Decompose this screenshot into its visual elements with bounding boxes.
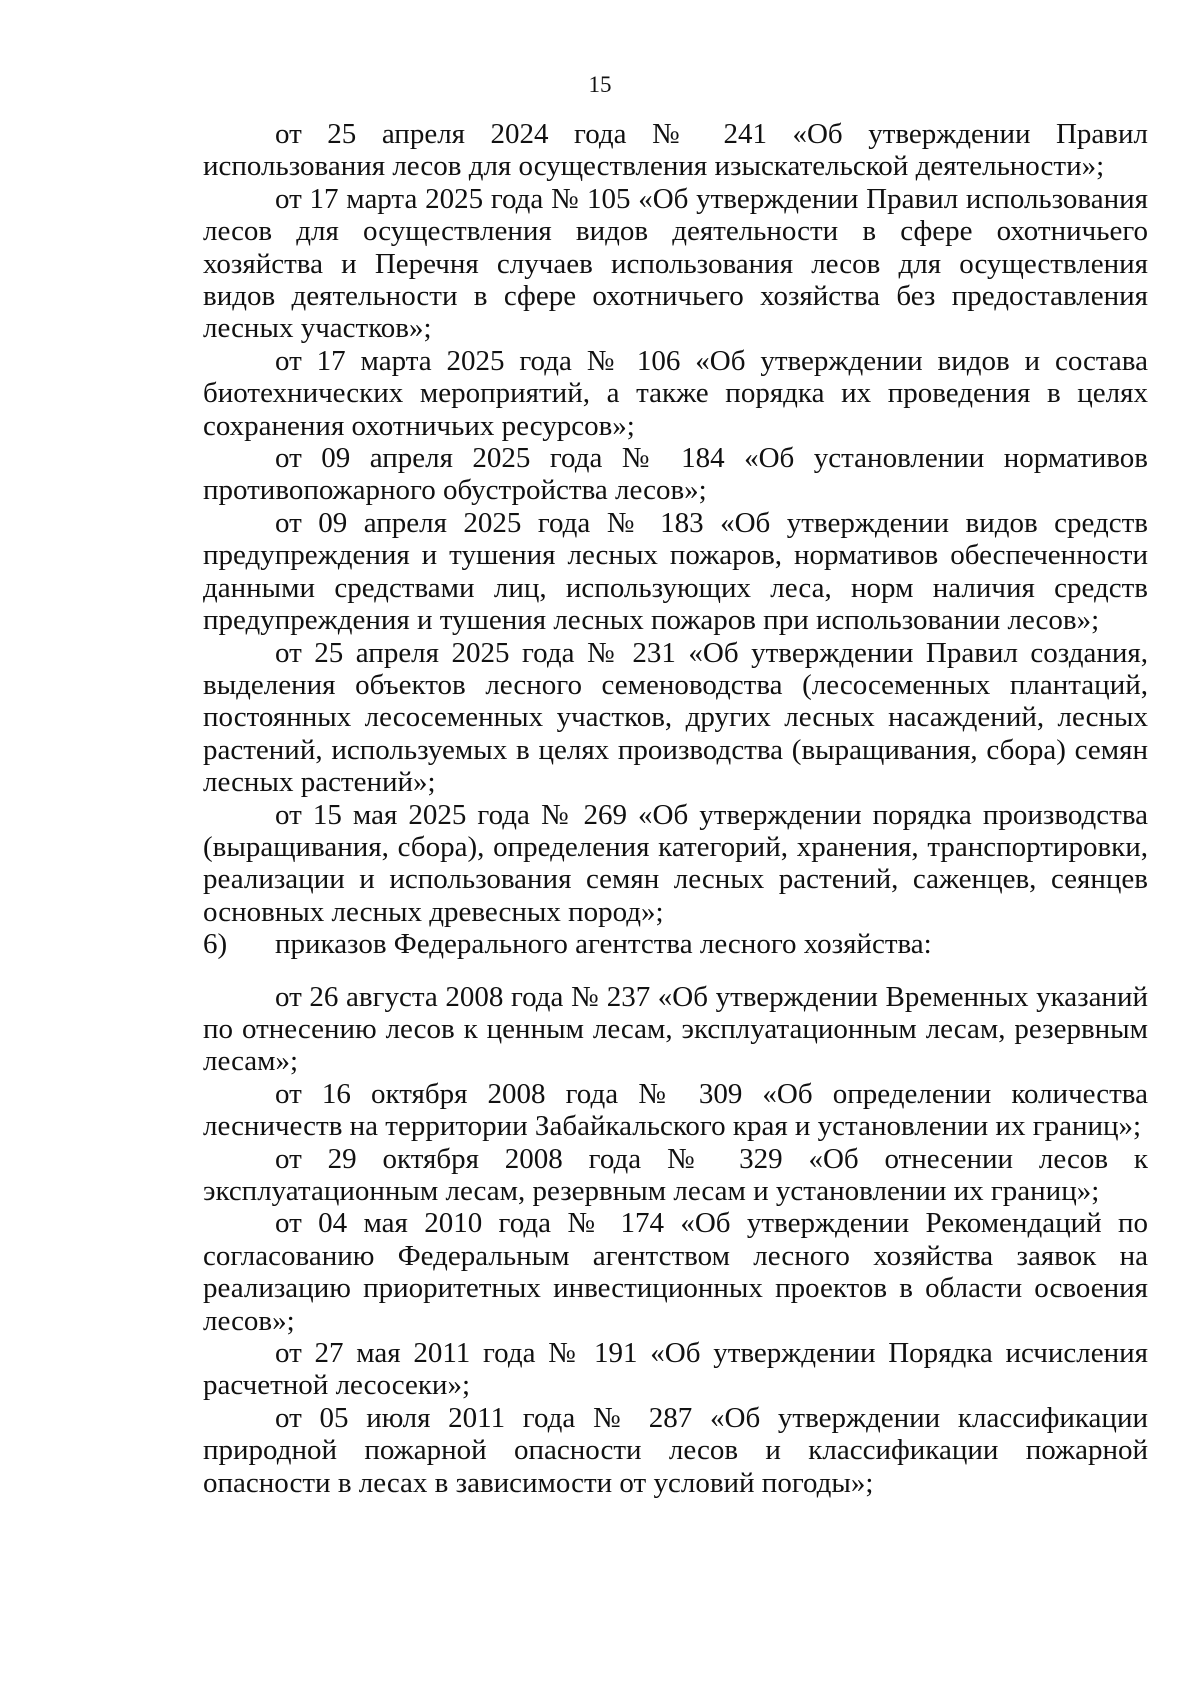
page-number: 15 (588, 72, 612, 97)
legal-act-paragraph: от 26 августа 2008 года № 237 «Об утверждении Временных указаний по отнесению лесов к ценным лесам, эксплуатационным лесам, резервным лесам»; (203, 980, 1148, 1078)
legal-act-paragraph: от 15 мая 2025 года № 269 «Об утверждении порядка производства (выращивания, сбора), определения категорий, хранения, транспортировки, реализации и использования семян лесных растений, саженцев, сеянцев основных лесных древесных пород»; (203, 798, 1148, 928)
legal-act-paragraph: от 27 мая 2011 года № 191 «Об утверждении Порядка исчисления расчетной лесосеки»; (203, 1337, 1148, 1402)
document-body (203, 118, 1148, 1499)
list-item-text: приказов Федерального агентства лесного хозяйства: (275, 928, 932, 961)
legal-act-paragraph: от 25 апреля 2025 года № 231 «Об утверждении Правил создания, выделения объектов лесного семеноводства (лесосеменных плантаций, постоянных лесосеменных участков, других лесных насаждений, лесных растений, используемых в целях производства (выращивания, сбора) семян лесных растений»; (203, 636, 1148, 799)
legal-act-paragraph: от 09 апреля 2025 года № 184 «Об установлении нормативов противопожарного обустройства лесов»; (203, 442, 1148, 507)
list-item-rosleskhoz-orders (203, 928, 1148, 960)
legal-act-paragraph: от 04 мая 2010 года № 174 «Об утверждении Рекомендаций по согласованию Федеральным агентством лесного хозяйства заявок на реализацию приоритетных инвестиционных проектов в области освоения лесов»; (203, 1207, 1148, 1337)
paragraph-gap (203, 961, 1148, 981)
legal-act-paragraph: от 09 апреля 2025 года № 183 «Об утверждении видов средств предупреждения и тушения лесных пожаров, нормативов обеспеченности данными средствами лиц, использующих леса, норм наличия средств предупреждения и тушения лесных пожаров при использовании лесов»; (203, 506, 1148, 637)
legal-act-paragraph: от 29 октября 2008 года № 329 «Об отнесении лесов к эксплуатационным лесам, резервным лесам и установлении их границ»; (203, 1142, 1148, 1207)
legal-act-paragraph: от 17 марта 2025 года № 105 «Об утверждении Правил использования лесов для осуществления видов деятельности в сфере охотничьего хозяйства и Перечня случаев использования лесов для осуществления видов деятельности в сфере охотничьего хозяйства без предоставления лесных участков»; (203, 182, 1148, 345)
list-marker: 6) (203, 928, 228, 961)
legal-act-paragraph: от 17 марта 2025 года № 106 «Об утверждении видов и состава биотехнических мероприятий, а также порядка их проведения в целях сохранения охотничьих ресурсов»; (203, 344, 1148, 442)
legal-act-paragraph: от 25 апреля 2024 года № 241 «Об утверждении Правил использования лесов для осуществления изыскательской деятельности»; (203, 118, 1148, 183)
legal-act-paragraph: от 16 октября 2008 года № 309 «Об определении количества лесничеств на территории Забайкальского края и установлении их границ»; (203, 1077, 1148, 1143)
legal-act-paragraph: от 05 июля 2011 года № 287 «Об утверждении классификации природной пожарной опасности лесов и классификации пожарной опасности в лесах в зависимости от условий погоды»; (203, 1401, 1148, 1499)
